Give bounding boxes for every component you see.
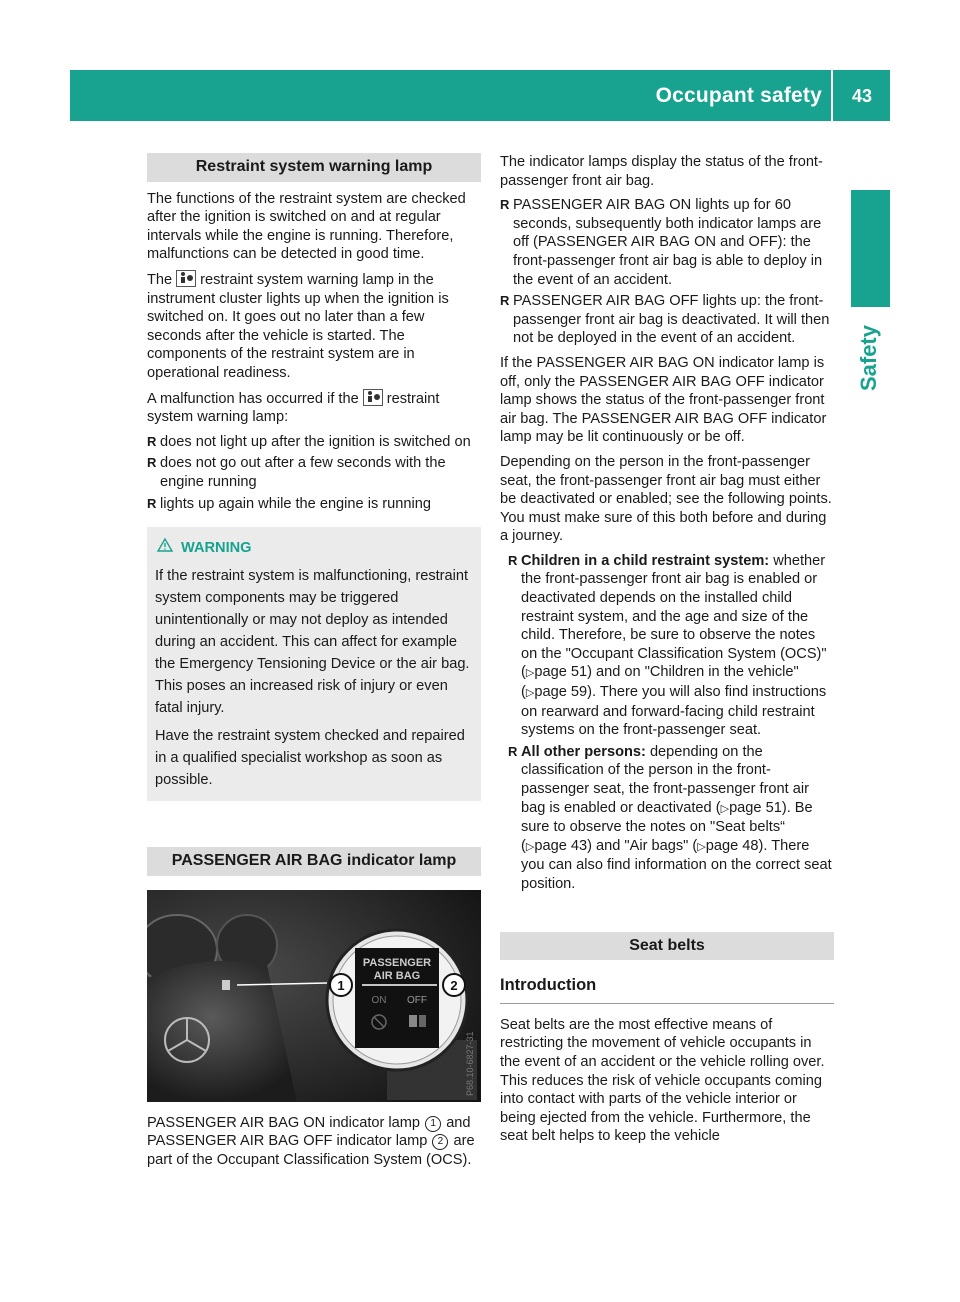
restraint-bullet-list	[147, 433, 481, 513]
section-heading-restraint: Restraint system warning lamp	[147, 153, 481, 182]
page-number: 43	[851, 86, 872, 106]
page-reference-link[interactable]: page 51	[729, 799, 782, 816]
section-heading-seat-belts: Seat belts	[500, 932, 834, 961]
page-reference-link[interactable]: page 43	[534, 837, 588, 854]
restraint-paragraph-1: The functions of the restraint system are checked after the ignition is switched on and at regular intervals while the engine is running. Therefore, malfunctions can be detected in good time.	[147, 190, 466, 263]
dashboard-photo	[147, 890, 481, 1102]
airbag-warning-icon	[363, 389, 383, 406]
list-item: R does not light up after the ignition is switched on	[147, 433, 471, 450]
side-tab	[851, 190, 890, 307]
page-reference-link[interactable]: page 48	[705, 837, 759, 854]
callout-marker-2: 2	[432, 1134, 448, 1150]
list-item: R All other persons: depending on the classification of the person in the front-passenger seat, the front-passenger front air bag is enabled or deactivated (▷page 51). Be sure to observe the notes on "Seat belts“ (▷page 43) and "Air bags" (▷page 48). There you can also find information on the correct seat position.	[508, 743, 832, 892]
warning-triangle-icon	[157, 537, 173, 559]
indicator-bullet-list	[500, 196, 834, 348]
lamp-off-label: OFF	[407, 994, 427, 1006]
warning-box	[147, 527, 481, 801]
list-item: R PASSENGER AIR BAG OFF lights up: the front-passenger front air bag is deactivated. It will then not be deployed in the event of an accident.	[500, 293, 830, 347]
warning-heading: WARNING	[155, 537, 473, 559]
lamp-title-line1: PASSENGER	[362, 956, 432, 969]
indicator-paragraph-1: The indicator lamps display the status of the front-passenger front air bag.	[500, 154, 823, 189]
page-reference-arrow-icon: ▷	[720, 802, 730, 815]
airbag-warning-icon	[176, 270, 196, 287]
header-divider	[831, 70, 833, 121]
list-item: R does not go out after a few seconds with the engine running	[147, 455, 446, 490]
side-tab-label: Safety	[856, 325, 881, 392]
section-heading-airbag-lamp: PASSENGER AIR BAG indicator lamp	[147, 847, 481, 876]
figure-reference-code: P68.10-6827-31	[465, 1031, 475, 1096]
right-column	[500, 153, 834, 1152]
page-reference-arrow-icon: ▷	[525, 667, 535, 680]
subheading-introduction: Introduction	[500, 976, 834, 1004]
airbag-lamp-caption: PASSENGER AIR BAG ON indicator lamp 1 and PASSENGER AIR BAG OFF indicator lamp 2 are part of the Occupant Classification System (OCS).	[147, 1114, 475, 1168]
indicator-paragraph-3: Depending on the person in the front-passenger seat, the front-passenger front air bag must either be deactivated or enabled; see the following points. You must make sure of this both before and during a journey.	[500, 453, 832, 545]
lamp-title-line2: AIR BAG	[373, 969, 421, 982]
restraint-paragraph-2: The restraint system warning lamp in the instrument cluster lights up when the ignition is switched on. It goes out no later than a few seconds after the vehicle is started. The components of the restraint system are in operational readiness.	[147, 271, 449, 381]
page-reference-link[interactable]: page 59	[534, 684, 588, 701]
page-reference-arrow-icon: ▷	[697, 840, 706, 853]
persons-bullet-list	[500, 552, 834, 894]
lamp-on-label: ON	[371, 994, 387, 1006]
restraint-paragraph-3: A malfunction has occurred if the restraint system warning lamp:	[147, 390, 440, 426]
seatbelts-paragraph-1: Seat belts are the most effective means of restricting the movement of vehicle occupants in the event of an accident or the vehicle rolling over. This reduces the risk of vehicle occupants coming into contact with parts of the vehicle interior or being ejected from the vehicle. Furthermore, the seat belt helps to keep the vehicle	[500, 1016, 825, 1145]
page-reference-link[interactable]: page 51	[534, 664, 588, 681]
page-reference-arrow-icon: ▷	[525, 687, 535, 700]
callout-2: 2	[450, 977, 458, 993]
list-item: R PASSENGER AIR BAG ON lights up for 60 seconds, subsequently both indicator lamps are off (PASSENGER AIR BAG ON and OFF): the front-passenger front air bag is able to deploy in the event of an accident.	[500, 197, 823, 288]
callout-1: 1	[337, 977, 345, 993]
warning-paragraph-1: If the restraint system is malfunctioning, restraint system components may be triggered unintentionally or may not deploy as intended during an accident. This can affect for example the Emergency Tensioning Device or the air bag. This poses an increased risk of injury or even fatal injury.	[155, 568, 470, 717]
left-column	[147, 153, 481, 1175]
warning-paragraph-2: Have the restraint system checked and repaired in a qualified specialist workshop as soon as possible.	[155, 728, 465, 789]
page-reference-arrow-icon: ▷	[525, 840, 535, 853]
list-item: R Children in a child restraint system: whether the front-passenger front air bag is enabled or deactivated depends on the installed child restraint system, and the age and size of the child. Therefore, be sure to observe the notes on the "Occupant Classification System (OCS)" (▷page 51) and on "Children in the vehicle" (▷page 59). There you will also find instructions on rearward and forward-facing child restraint systems on the front-passenger seat.	[508, 552, 827, 739]
page-header	[70, 70, 890, 121]
callout-marker-1: 1	[425, 1116, 441, 1132]
indicator-paragraph-2: If the PASSENGER AIR BAG ON indicator lamp is off, only the PASSENGER AIR BAG OFF indicator lamp shows the status of the front-passenger front air bag. The PASSENGER AIR BAG OFF indicator lamp may be lit continuously or be off.	[500, 354, 827, 446]
list-item: R lights up again while the engine is running	[147, 495, 431, 512]
header-title: Occupant safety	[655, 84, 822, 107]
